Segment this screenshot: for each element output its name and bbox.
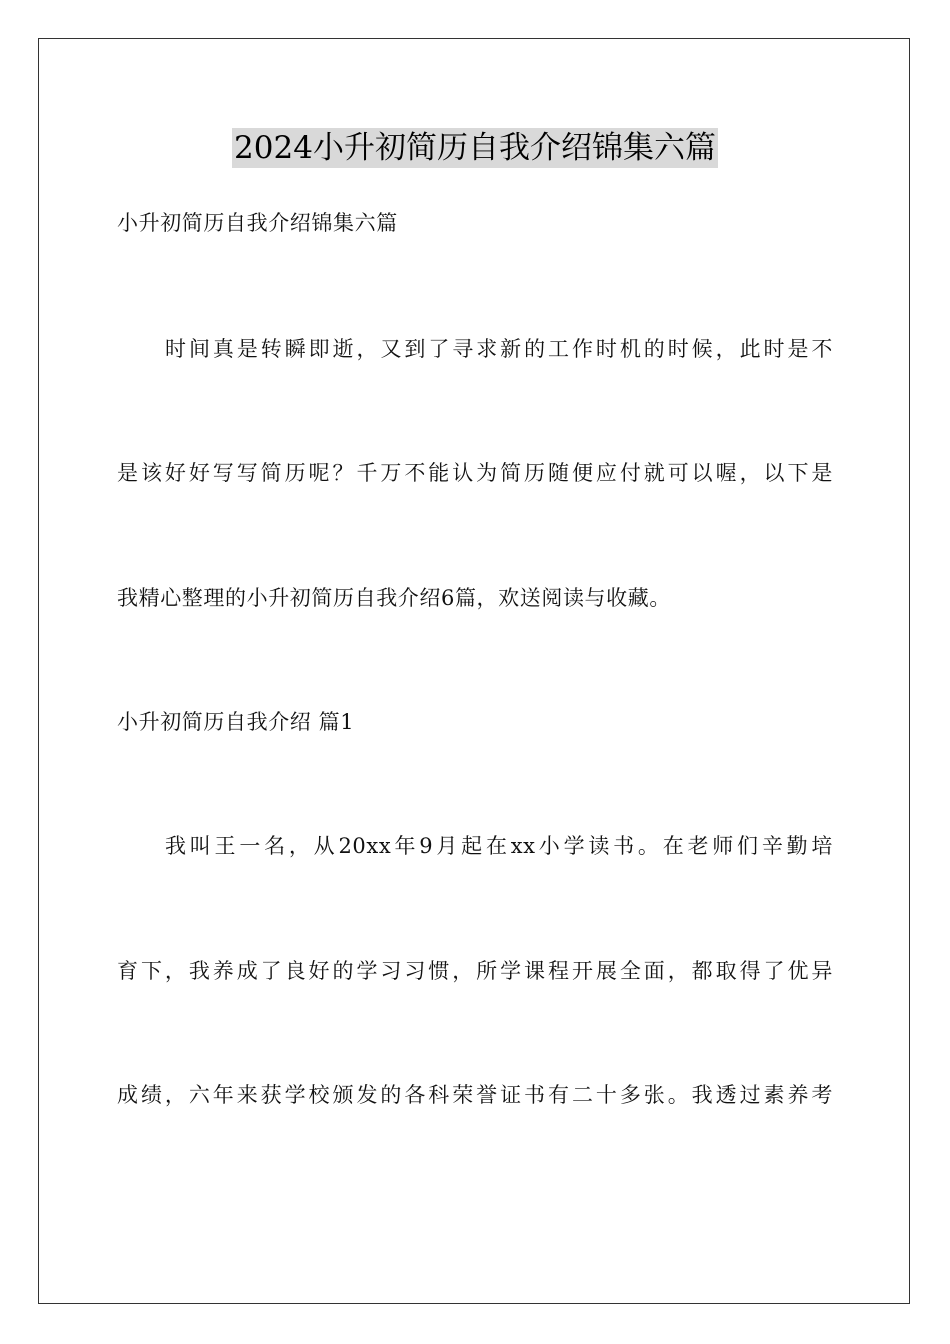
paragraph-line: 时间真是转瞬即逝，又到了寻求新的工作时机的时候，此时是不 (165, 337, 833, 361)
title-block (0, 128, 950, 168)
paragraph-line: 育下，我养成了良好的学习习惯，所学课程开展全面，都取得了优异 (117, 959, 833, 983)
subtitle-line: 小升初简历自我介绍锦集六篇 (117, 211, 398, 235)
paragraph-line: 是该好好写写简历呢？千万不能认为简历随便应付就可以喔，以下是 (117, 461, 833, 485)
paragraph-line: 我精心整理的小升初简历自我介绍6篇，欢送阅读与收藏。 (117, 586, 671, 610)
paragraph-line: 我叫王一名，从20xx年9月起在xx小学读书。在老师们辛勤培 (165, 834, 833, 858)
paragraph-line: 成绩，六年来获学校颁发的各科荣誉证书有二十多张。我透过素养考 (117, 1083, 833, 1107)
document-title: 2024小升初简历自我介绍锦集六篇 (234, 130, 716, 166)
section-heading: 小升初简历自我介绍 篇1 (117, 710, 355, 734)
